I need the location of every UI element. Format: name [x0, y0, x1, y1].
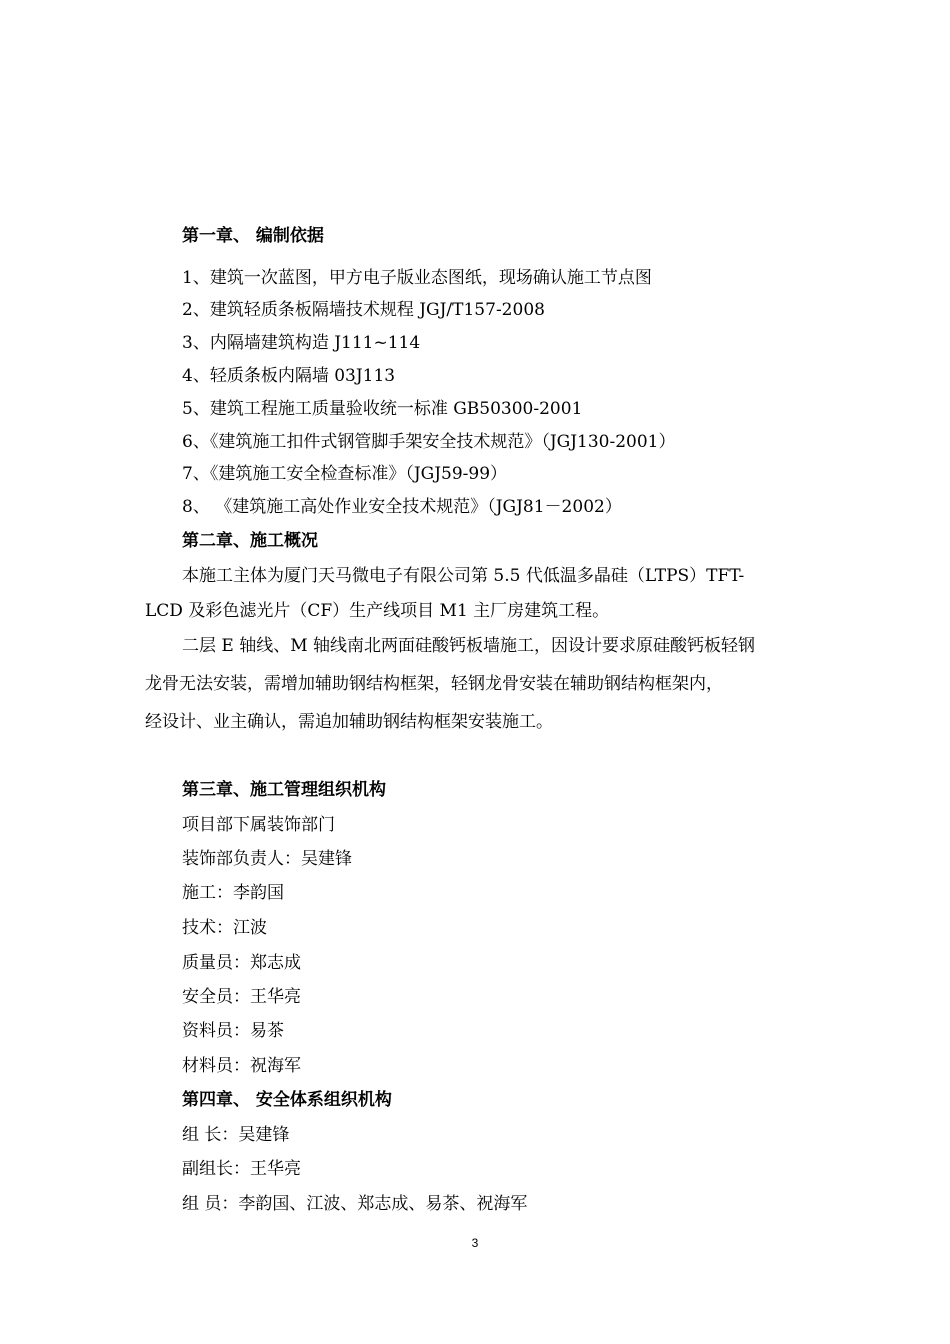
list-item: 副组长：王华亮	[182, 1159, 301, 1179]
chapter3-title: 第三章、施工管理组织机构	[182, 780, 386, 800]
list-item: 施工：李韵国	[182, 883, 284, 903]
list-item: 2、建筑轻质条板隔墙技术规程 JGJ/T157-2008	[182, 300, 545, 320]
list-item: 7、《建筑施工安全检查标准》（JGJ59-99）	[182, 464, 508, 484]
paragraph-line: LCD 及彩色滤光片（CF）生产线项目 M1 主厂房建筑工程。	[145, 601, 610, 621]
chapter1-title: 第一章、 编制依据	[182, 226, 324, 246]
page-number: 3	[471, 1236, 479, 1250]
chapter2-title: 第二章、施工概况	[182, 531, 318, 551]
paragraph-line: 本施工主体为厦门天马微电子有限公司第 5.5 代低温多晶硅（LTPS）TFT-	[182, 566, 745, 586]
list-item: 组 长：吴建锋	[182, 1125, 290, 1145]
list-item: 资料员：易茶	[182, 1021, 284, 1041]
list-item: 项目部下属装饰部门	[182, 815, 335, 835]
list-item: 4、轻质条板内隔墙 03J113	[182, 366, 396, 386]
list-item: 8、 《建筑施工高处作业安全技术规范》（JGJ81－2002）	[182, 497, 622, 517]
list-item: 6、《建筑施工扣件式钢管脚手架安全技术规范》（JGJ130-2001）	[182, 432, 676, 452]
list-item: 1、建筑一次蓝图，甲方电子版业态图纸，现场确认施工节点图	[182, 268, 652, 288]
list-item: 装饰部负责人：吴建锋	[182, 849, 352, 869]
list-item: 组 员：李韵国、江波、郑志成、易茶、祝海军	[182, 1194, 528, 1214]
list-item: 技术：江波	[182, 918, 267, 938]
list-item: 3、内隔墙建筑构造 J111~114	[182, 333, 421, 353]
list-item: 5、建筑工程施工质量验收统一标准 GB50300-2001	[182, 399, 583, 419]
list-item: 质量员：郑志成	[182, 953, 301, 973]
chapter4-title: 第四章、 安全体系组织机构	[182, 1090, 392, 1110]
list-item: 材料员：祝海军	[182, 1056, 301, 1076]
paragraph-line: 二层 E 轴线、M 轴线南北两面硅酸钙板墙施工，因设计要求原硅酸钙板轻钢	[182, 636, 756, 656]
paragraph-line: 经设计、业主确认，需追加辅助钢结构框架安装施工。	[145, 712, 553, 732]
paragraph-line: 龙骨无法安装，需增加辅助钢结构框架，轻钢龙骨安装在辅助钢结构框架内，	[145, 674, 723, 694]
list-item: 安全员：王华亮	[182, 987, 301, 1007]
